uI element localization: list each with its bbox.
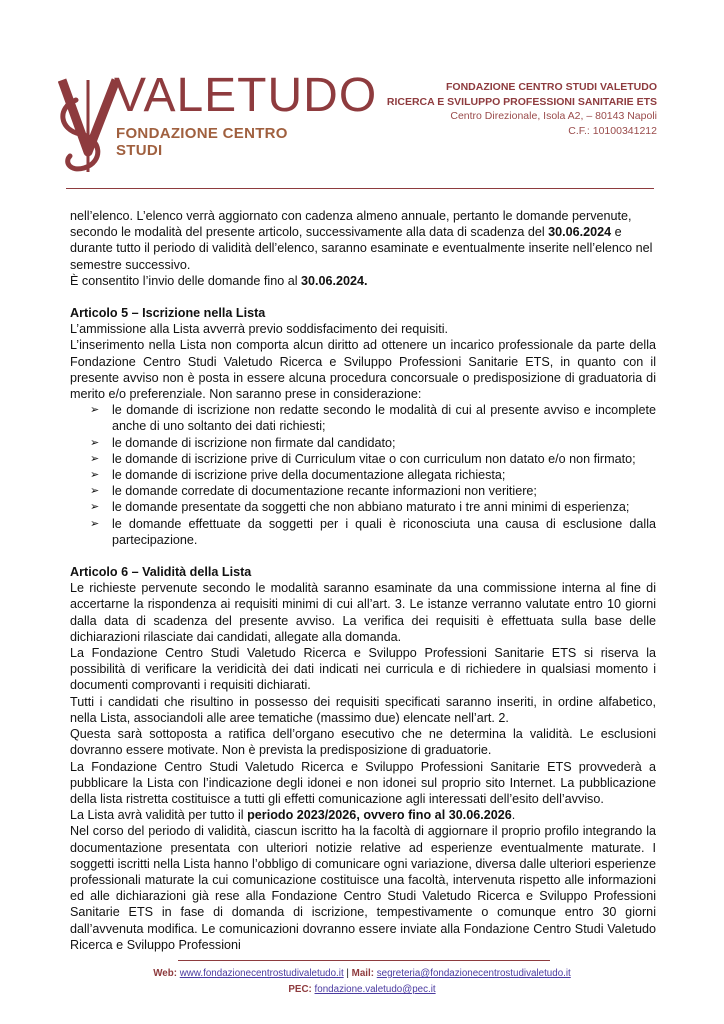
org-tax-code: C.F.: 10100341212 — [568, 124, 657, 137]
footer-contacts: Web: www.fondazionecentrostudivaletudo.it | Mail: segreteria@fondazionecentrostudivaletudo.it — [153, 968, 571, 979]
list-item: ➢ le domande di iscrizione non redatte secondo le modalità di cui al presente avviso e incomplete anche di uno soltanto dei dati richiesti; — [90, 403, 656, 434]
deadline-date: 30.06.2024 — [548, 225, 612, 240]
email-link[interactable]: segreteria@fondazionecentrostudivaletudo.it — [376, 968, 571, 979]
header-divider — [66, 188, 654, 189]
org-name-line: RICERCA E SVILUPPO PROFESSIONI SANITARIE ETS — [386, 95, 657, 108]
pec-link[interactable]: fondazione.valetudo@pec.it — [314, 984, 436, 995]
brand-subtitle: FONDAZIONE CENTRO STUDI — [116, 125, 288, 159]
paragraph: Le richieste pervenute secondo le modalità saranno esaminate da una commissione interna al fine di accertarne la rispondenza ai requisiti minimi di cui all’art. 3. Le istanze verranno valutate entro 10 giorni dalla data di scadenza del presente avviso. La verifica dei requisiti è effettuata sulla base delle dichiarazioni rilasciate dai candidati, allegate alla domanda. — [70, 581, 656, 644]
intro-line: secondo le modalità del presente articolo, successivamente alla data di scadenza del 30.06.2024 e — [70, 225, 622, 240]
article-6-heading: Articolo 6 – Validità della Lista — [70, 565, 252, 580]
intro-line: nell’elenco. L’elenco verrà aggiornato con cadenza almeno annuale, pertanto le domande pervenute, — [70, 209, 632, 223]
org-name-line: FONDAZIONE CENTRO STUDI VALETUDO — [446, 81, 657, 93]
arrow-bullet-icon: ➢ — [90, 469, 100, 482]
paragraph: Questa sarà sottoposta a ratifica dell’organo esecutivo che ne determina la validità. Le esclusioni dovranno essere motivate. Non è prevista la predisposizione di graduatorie. — [70, 727, 656, 758]
arrow-bullet-icon: ➢ — [90, 517, 100, 530]
intro-line: durante tutto il periodo di validità dell’elenco, saranno esaminate e eventualmente inserite nell’elenco nel — [70, 241, 653, 256]
list-item: ➢ le domande di iscrizione non firmate dal candidato; — [90, 435, 396, 450]
arrow-bullet-icon: ➢ — [90, 436, 100, 449]
footer-divider — [178, 960, 550, 961]
paragraph: La Fondazione Centro Studi Valetudo Ricerca e Sviluppo Professioni Sanitarie ETS si riserva la possibilità di verificare la veridicità dei dati indicati nei curricula e di richiedere in qualsiasi momento i documenti comprovanti i requisiti dichiarati. — [70, 646, 656, 693]
paragraph: Nel corso del periodo di validità, ciascun iscritto ha la facoltà di aggiornare il proprio profilo integrando la documentazione presentata con ulteriori notizie relative ad esperienze eventualmente maturate. I soggetti iscritti nella Lista hanno l’obbligo di comunicare ogni variazione, diversa dalle ulteriori esperienze professionali maturate la cui comunicazione costituisce una facoltà, intervenuta rispetto alle informazioni ed alle dichiarazioni già rese alla Fondazione Centro Studi Valetudo Ricerca e Sviluppo Professioni Sanitarie ETS in fase di domanda di iscrizione, tempestivamente o comunque entro 30 giorni dall’avvenuta modifica. Le comunicazioni dovranno essere inviate alla Fondazione Centro Studi Valetudo Ricerca e Sviluppo Professioni — [70, 824, 656, 952]
paragraph: Tutti i candidati che risultino in possesso dei requisiti specificati saranno inseriti, in ordine alfabetico, nella Lista, associandoli alle aree tematiche (massimo due) elencate nell’art. 2. — [70, 694, 656, 725]
paragraph: L’inserimento nella Lista non comporta alcun diritto ad ottenere un incarico professionale da parte della Fondazione Centro Studi Valetudo Ricerca e Sviluppo Professioni Sanitarie ETS, in quanto con il presente avviso non è posta in essere alcuna procedura concorsuale o predisposizione di graduatoria di merito e/o preferenziale. Non saranno prese in considerazione: — [70, 338, 656, 402]
list-item: ➢ le domande di iscrizione prive di Curriculum vitae o con curriculum non datato e/o non firmato; — [90, 451, 636, 466]
article-5-heading: Articolo 5 – Iscrizione nella Lista — [70, 306, 266, 321]
document-body — [70, 208, 656, 953]
arrow-bullet-icon: ➢ — [90, 404, 100, 417]
deadline-date: 30.06.2024. — [301, 273, 368, 288]
org-address-line: Centro Direzionale, Isola A2, – 80143 Napoli — [450, 110, 657, 122]
valetudo-logo — [58, 69, 378, 180]
intro-line: È consentito l’invio delle domande fino al 30.06.2024. — [70, 273, 368, 288]
arrow-bullet-icon: ➢ — [90, 501, 100, 514]
arrow-bullet-icon: ➢ — [90, 485, 100, 498]
paragraph: L’ammissione alla Lista avverrà previo soddisfacimento dei requisiti. — [70, 322, 448, 337]
arrow-bullet-icon: ➢ — [90, 452, 100, 465]
footer-pec: PEC: fondazione.valetudo@pec.it — [288, 984, 436, 995]
paragraph: La Lista avrà validità per tutto il periodo 2023/2026, ovvero fino al 30.06.2026. — [70, 808, 516, 823]
list-item: ➢ le domande presentate da soggetti che non abbiano maturato i tre anni minimi di esperienza; — [90, 500, 630, 515]
intro-line: semestre successivo. — [70, 257, 191, 272]
list-item: ➢ le domande corredate di documentazione recante informazioni non veritiere; — [90, 484, 537, 499]
website-link[interactable]: www.fondazionecentrostudivaletudo.it — [179, 968, 344, 979]
list-item: ➢ le domande effettuate da soggetti per i quali è riconosciuta una causa di esclusione dalla partecipazione. — [90, 516, 656, 547]
organization-address — [387, 80, 657, 138]
paragraph: La Fondazione Centro Studi Valetudo Ricerca e Sviluppo Professioni Sanitarie ETS provvederà a pubblicare la Lista con l’indicazione degli idonei e non idonei sul proprio sito Internet. La pubblicazione della lista ristretta costituisce a tutti gli effetti comunicazione agli interessati dell’esito dell’avviso. — [70, 759, 656, 806]
exclusion-list — [70, 402, 656, 548]
validity-period: periodo 2023/2026, ovvero fino al 30.06.2026 — [247, 808, 512, 823]
list-item: ➢ le domande di iscrizione prive della documentazione allegata richiesta; — [90, 468, 506, 483]
brand-name: VALETUDO — [114, 69, 378, 122]
